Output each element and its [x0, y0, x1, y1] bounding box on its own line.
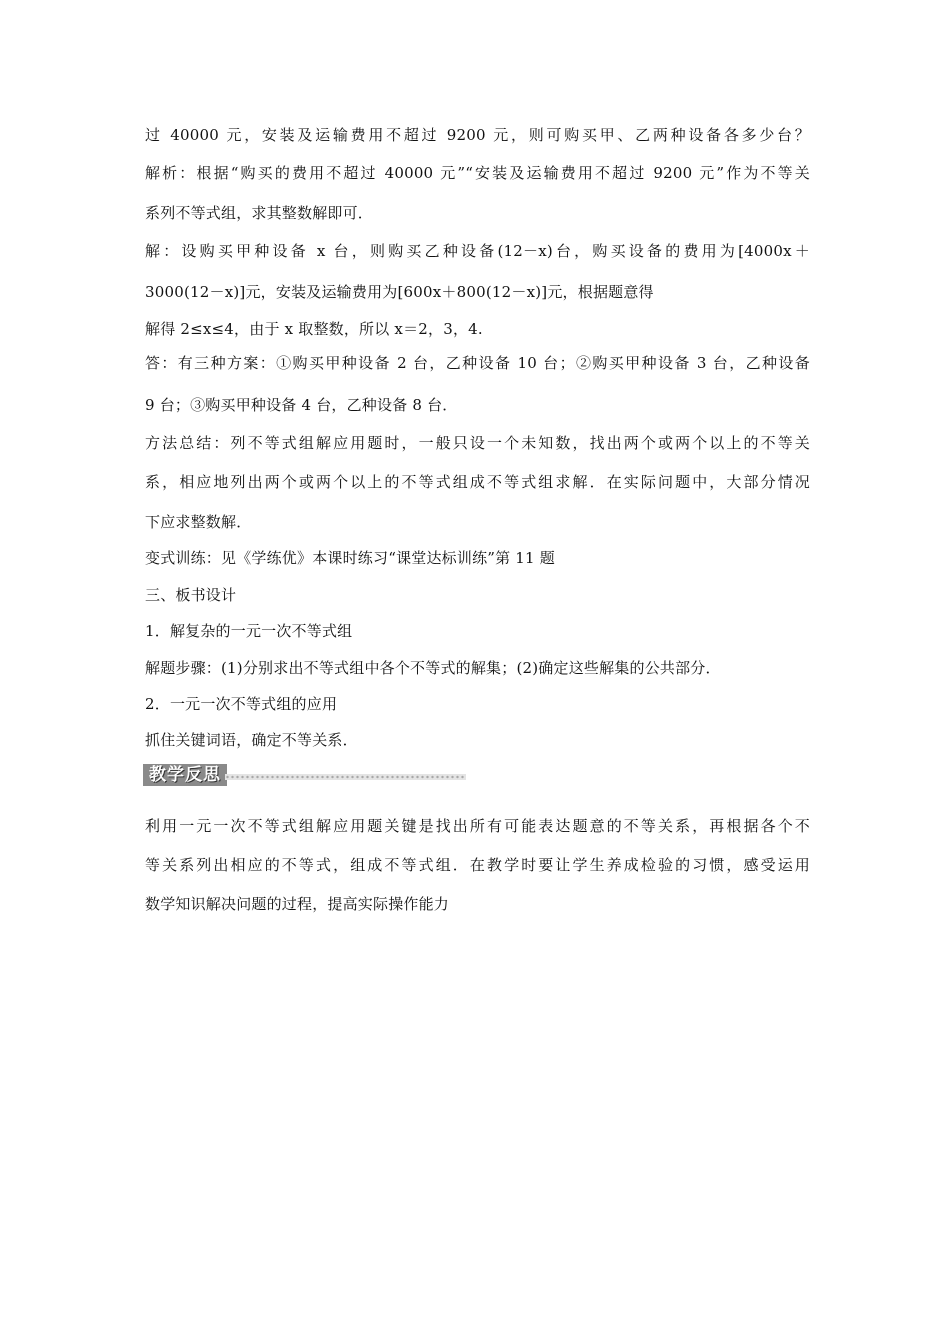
method-summary-line: 下应求整数解．: [145, 513, 252, 531]
solution-text-line: 解：设购买甲种设备 x 台，则购买乙种设备(12－x)台，购买设备的费用为[4000x＋: [145, 242, 810, 260]
answer-text-line: 9 台；③购买甲种设备 4 台，乙种设备 8 台．: [145, 396, 458, 414]
board-item-steps: 解题步骤：(1)分别求出不等式组中各个不等式的解集；(2)确定这些解集的公共部分．: [145, 659, 721, 677]
dotted-divider: [225, 774, 466, 780]
problem-text-line: 过 40000 元，安装及运输费用不超过 9200 元，则可购买甲、乙两种设备各多少台？: [145, 126, 810, 144]
board-item-heading: 1．解复杂的一元一次不等式组: [145, 622, 353, 640]
method-summary-line: 系，相应地列出两个或两个以上的不等式组成不等式组求解．在实际问题中，大部分情况: [145, 473, 810, 491]
analysis-text-line: 解析：根据“购买的费用不超过 40000 元”“安装及运输费用不超过 9200 元”作为不等关: [145, 164, 810, 182]
reflection-text-line: 利用一元一次不等式组解应用题关键是找出所有可能表达题意的不等关系，再根据各个不: [145, 817, 810, 835]
reflection-text-line: 等关系列出相应的不等式，组成不等式组．在教学时要让学生养成检验的习惯，感受运用: [145, 856, 810, 874]
answer-text-line: 答：有三种方案：①购买甲种设备 2 台，乙种设备 10 台；②购买甲种设备 3 台，乙种设备: [145, 354, 810, 372]
variant-training-line: 变式训练：见《学练优》本课时练习“课堂达标训练”第 11 题: [145, 549, 555, 567]
board-item-text: 抓住关键词语，确定不等关系．: [145, 731, 358, 749]
reflection-text-line: 数学知识解决问题的过程，提高实际操作能力: [145, 895, 450, 913]
analysis-text-line: 系列不等式组，求其整数解即可．: [145, 204, 374, 222]
solution-text-line: 3000(12－x)]元，安装及运输费用为[600x＋800(12－x)]元，根据题意得: [145, 283, 654, 301]
reflection-section-banner: [143, 764, 466, 786]
section-title-board-design: 三、板书设计: [145, 586, 237, 604]
reflection-heading: 教学反思: [143, 764, 227, 786]
board-item-heading: 2．一元一次不等式组的应用: [145, 695, 338, 713]
method-summary-line: 方法总结：列不等式组解应用题时，一般只设一个未知数，找出两个或两个以上的不等关: [145, 434, 810, 452]
solution-text-line: 解得 2≤x≤4，由于 x 取整数，所以 x＝2，3，4.: [145, 320, 483, 338]
